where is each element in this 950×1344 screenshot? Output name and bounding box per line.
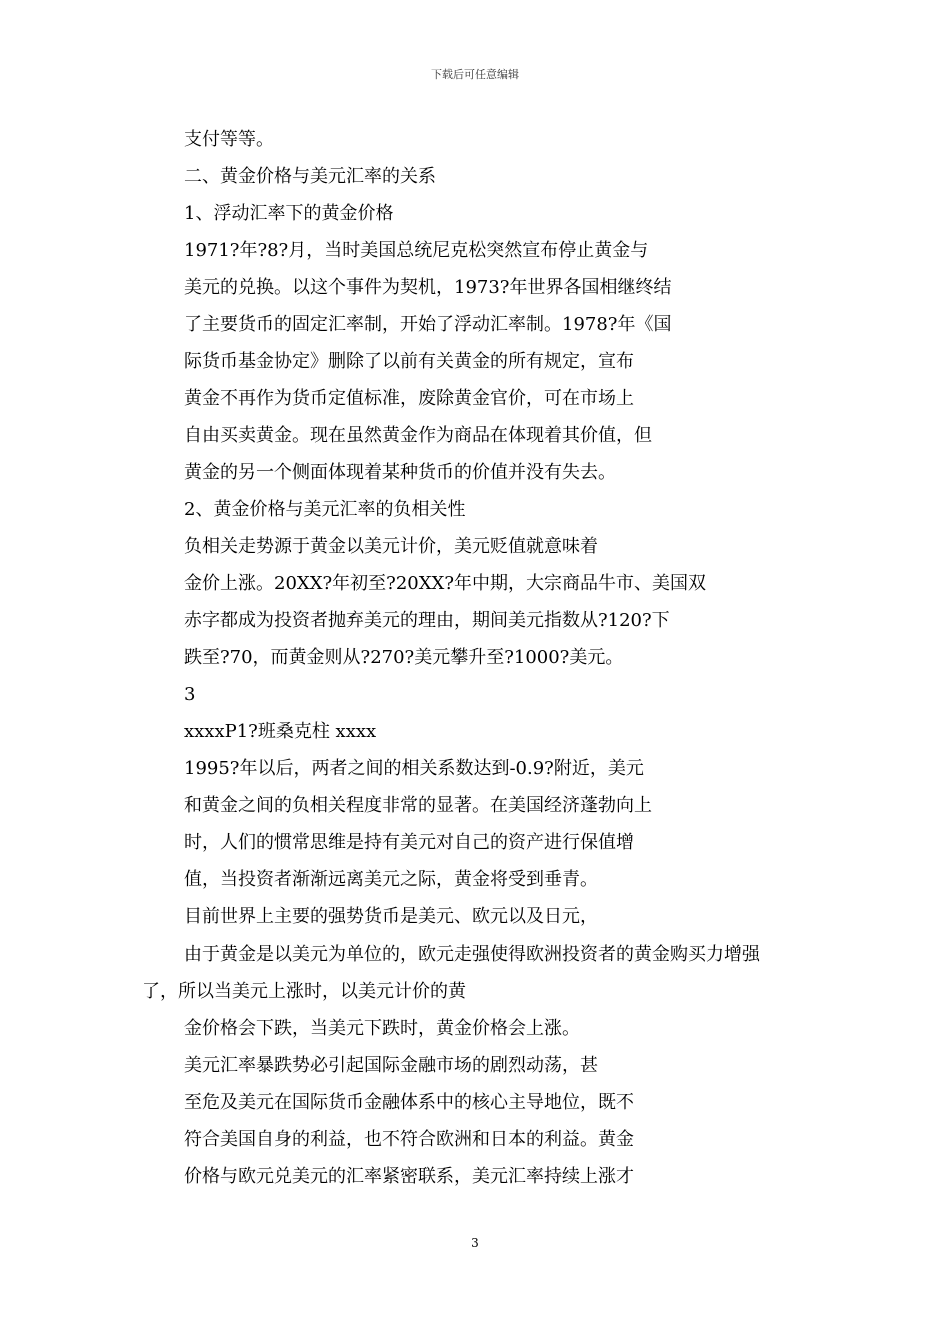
text-line: 金价格会下跌，当美元下跌时，黄金价格会上涨。 <box>184 1018 580 1039</box>
subsection-heading: 1、浮动汇率下的黄金价格 <box>184 203 394 224</box>
text-line: 目前世界上主要的强势货币是美元、欧元以及日元， <box>184 906 598 927</box>
text-line: 价格与欧元兑美元的汇率紧密联系，美元汇率持续上涨才 <box>184 1166 634 1187</box>
text-line: 际货币基金协定》删除了以前有关黄金的所有规定，宣布 <box>184 351 634 372</box>
text-line: 和黄金之间的负相关程度非常的显著。在美国经济蓬勃向上 <box>184 795 652 816</box>
page-number: 3 <box>471 1236 479 1250</box>
text-line: 值，当投资者渐渐远离美元之际，黄金将受到垂青。 <box>184 869 598 890</box>
text-line: 了，所以当美元上涨时，以美元计价的黄 <box>142 981 466 1002</box>
text-line: 至危及美元在国际货币金融体系中的核心主导地位，既不 <box>184 1092 634 1113</box>
text-line: 1995?年以后，两者之间的相关系数达到-0.9?附近，美元 <box>184 758 644 779</box>
text-line: 1971?年?8?月，当时美国总统尼克松突然宣布停止黄金与 <box>184 240 649 261</box>
text-line: 美元汇率暴跌势必引起国际金融市场的剧烈动荡，甚 <box>184 1055 598 1076</box>
text-line: 3 <box>184 684 196 705</box>
subsection-heading: 2、黄金价格与美元汇率的负相关性 <box>184 499 466 520</box>
page-header: 下载后可任意编辑 <box>431 68 519 81</box>
text-line: 由于黄金是以美元为单位的，欧元走强使得欧洲投资者的黄金购买力增强 <box>184 944 760 965</box>
text-line: 黄金不再作为货币定值标准，废除黄金官价，可在市场上 <box>184 388 634 409</box>
text-line: 金价上涨。20XX?年初至?20XX?年中期，大宗商品牛市、美国双 <box>184 573 707 594</box>
text-line: 支付等等。 <box>184 129 274 150</box>
text-line: 时，人们的惯常思维是持有美元对自己的资产进行保值增 <box>184 832 634 853</box>
text-line: 符合美国自身的利益，也不符合欧洲和日本的利益。黄金 <box>184 1129 634 1150</box>
text-line: 负相关走势源于黄金以美元计价，美元贬值就意味着 <box>184 536 598 557</box>
text-line: xxxxP1?班桑克柱 xxxx <box>184 721 377 742</box>
section-heading: 二、黄金价格与美元汇率的关系 <box>184 166 436 187</box>
text-line: 了主要货币的固定汇率制，开始了浮动汇率制。1978?年《国 <box>184 314 672 335</box>
text-line: 赤字都成为投资者抛弃美元的理由，期间美元指数从?120?下 <box>184 610 670 631</box>
text-line: 跌至?70，而黄金则从?270?美元攀升至?1000?美元。 <box>184 647 624 668</box>
text-line: 黄金的另一个侧面体现着某种货币的价值并没有失去。 <box>184 462 616 483</box>
text-line: 自由买卖黄金。现在虽然黄金作为商品在体现着其价值，但 <box>184 425 652 446</box>
text-line: 美元的兑换。以这个事件为契机，1973?年世界各国相继终结 <box>184 277 672 298</box>
